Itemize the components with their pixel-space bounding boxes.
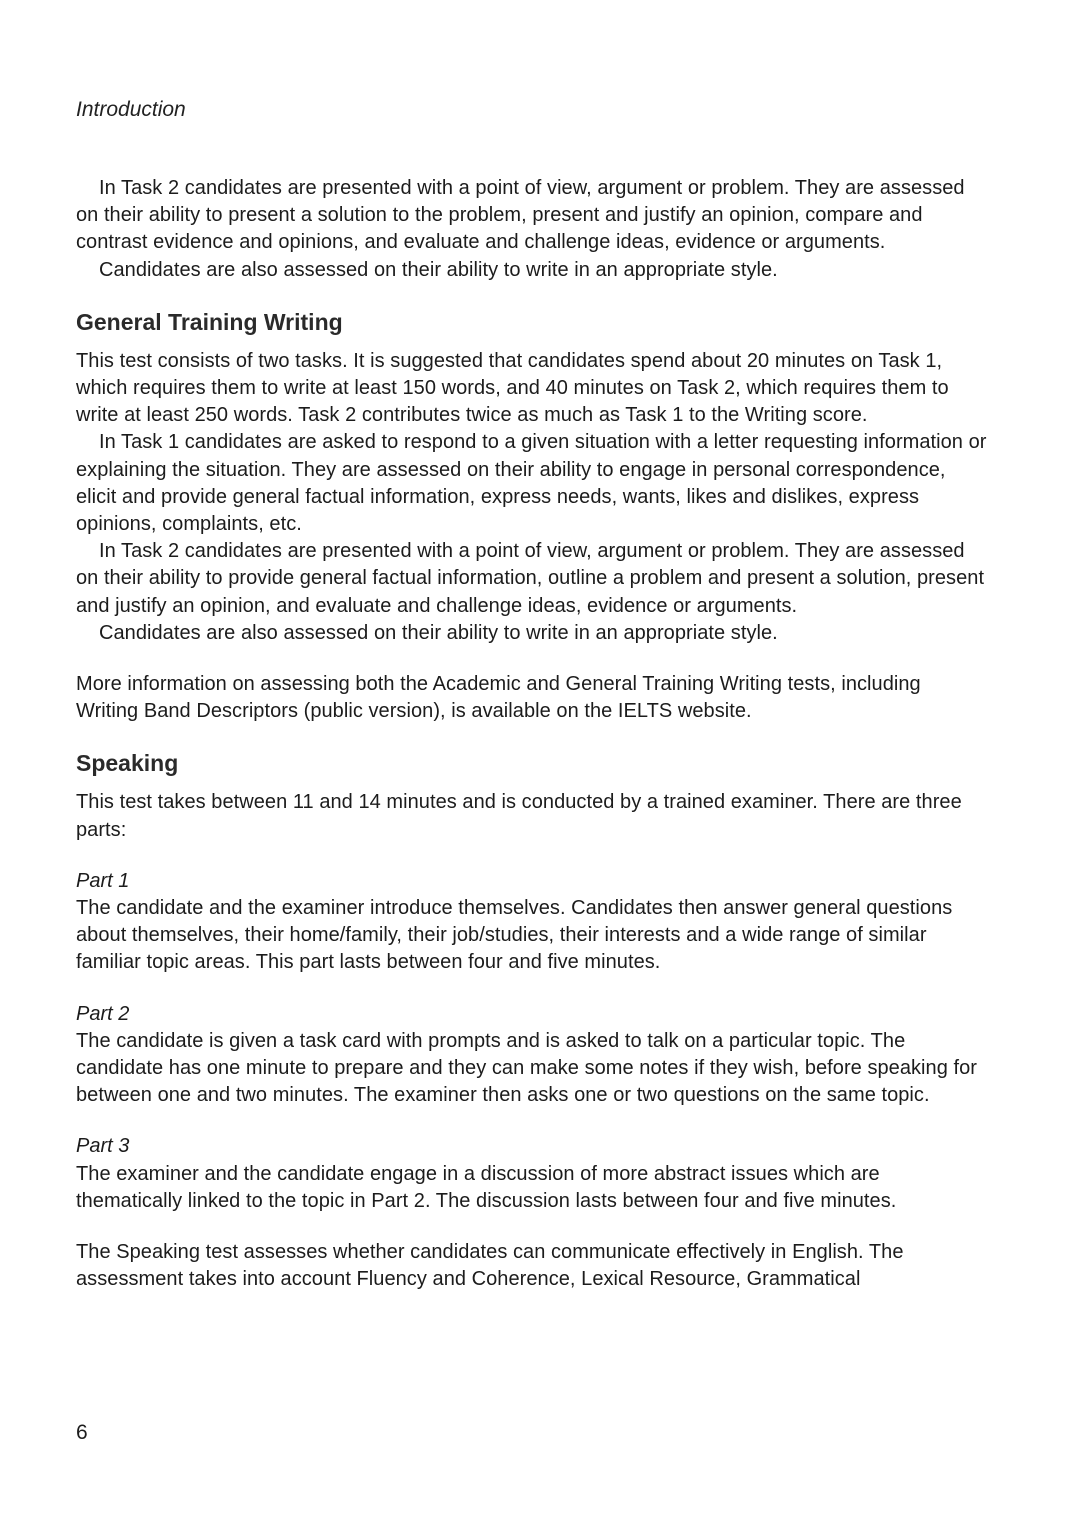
more-info-paragraph: More information on assessing both the Academic and General Training Writing tests, including Writing Band Descriptors (public version), is available on the IELTS website. — [76, 673, 921, 723]
page-number: 6 — [76, 1421, 88, 1444]
part-3-title: Part 3 — [76, 1135, 130, 1158]
task2-academic-paragraph: In Task 2 candidates are presented with a point of view, argument or problem. They are assessed on their ability to present a solution to the problem, present and justify an opinion, compare and contrast evidence and opinions, and evaluate and challenge ideas, evidence or arguments. — [76, 177, 965, 254]
task2-academic-style-paragraph: Candidates are also assessed on their ability to write in an appropriate style. — [99, 258, 778, 281]
general-training-task1-paragraph: In Task 1 candidates are asked to respond to a given situation with a letter requesting information or explaining the situation. They are assessed on their ability to engage in personal correspondence, elicit and provide general factual information, express needs, wants, likes and dislikes, express opinions, complaints, etc. — [76, 431, 987, 536]
general-training-style-paragraph: Candidates are also assessed on their ability to write in an appropriate style. — [99, 621, 778, 644]
general-training-task2-paragraph: In Task 2 candidates are presented with a point of view, argument or problem. They are assessed on their ability to provide general factual information, outline a problem and present a solution, present and justify an opinion, and evaluate and challenge ideas, evidence or arguments. — [76, 540, 985, 617]
running-header: Introduction — [76, 98, 186, 121]
speaking-intro-paragraph: This test takes between 11 and 14 minutes and is conducted by a trained examiner. There are three parts: — [76, 791, 962, 841]
general-training-intro-paragraph: This test consists of two tasks. It is suggested that candidates spend about 20 minutes on Task 1, which requires them to write at least 150 words, and 40 minutes on Task 2, which requires them to write at least 250 words. Task 2 contributes twice as much as Task 1 to the Writing score. — [76, 349, 949, 427]
speaking-assessment-paragraph: The Speaking test assesses whether candidates can communicate effectively in English. The assessment takes into account Fluency and Coherence, Lexical Resource, Grammatical — [76, 1241, 904, 1291]
part-2-title: Part 2 — [76, 1002, 130, 1025]
page-content — [76, 175, 988, 1294]
part-2-description: The candidate is given a task card with prompts and is asked to talk on a particular topic. The candidate has one minute to prepare and they can make some notes if they wish, before speaking for between one and two minutes. The examiner then asks one or two questions on the same topic. — [76, 1029, 977, 1107]
part-1-description: The candidate and the examiner introduce themselves. Candidates then answer general questions about themselves, their home/family, their job/studies, their interests and a wide range of similar familiar topic areas. This part lasts between four and five minutes. — [76, 897, 953, 974]
speaking-heading: Speaking — [76, 750, 179, 777]
general-training-heading: General Training Writing — [76, 308, 343, 335]
part-1-title: Part 1 — [76, 869, 130, 892]
part-3-description: The examiner and the candidate engage in a discussion of more abstract issues which are thematically linked to the topic in Part 2. The discussion lasts between four and five minutes. — [76, 1162, 897, 1212]
